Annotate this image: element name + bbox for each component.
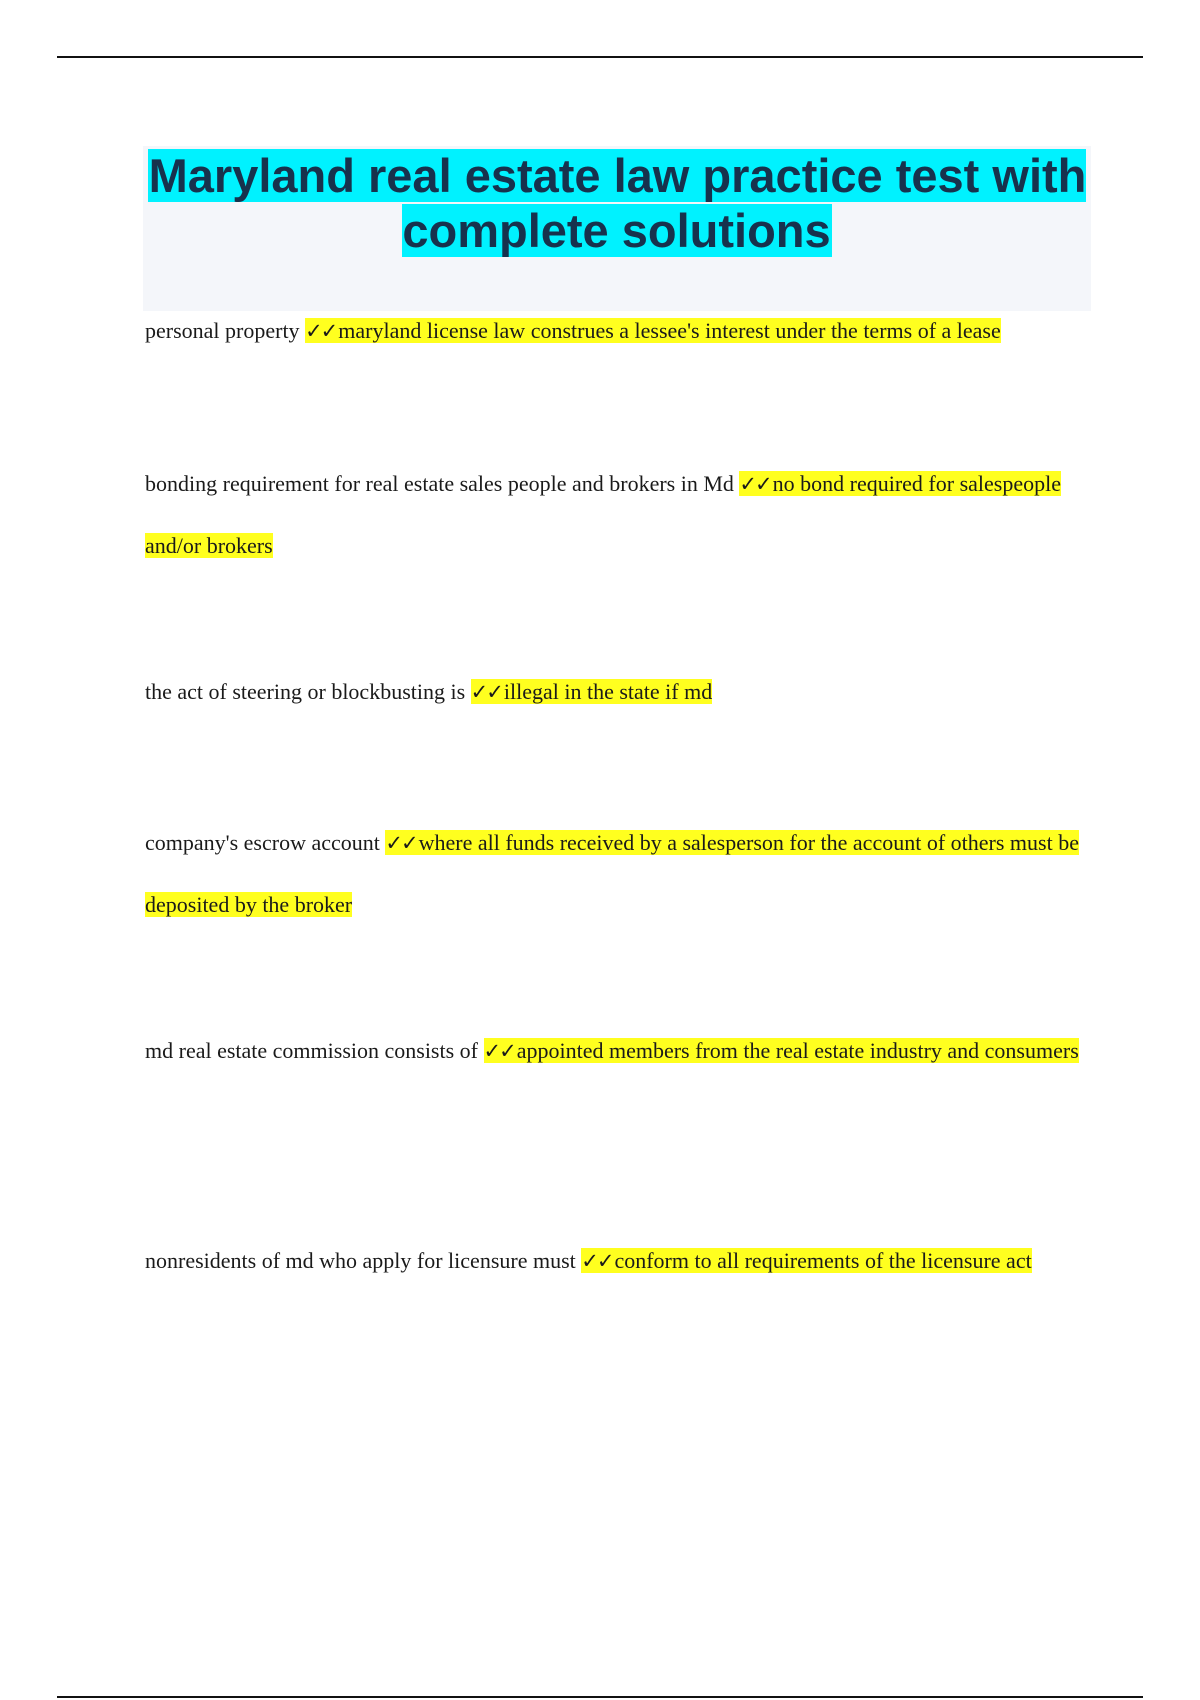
title-banner bbox=[143, 146, 1091, 311]
document-title bbox=[143, 146, 1091, 258]
double-check-icon: ✓✓ bbox=[385, 831, 417, 855]
qa-item-3 bbox=[145, 661, 1095, 723]
answer-text: where all funds received by a salesperson for the account of others must be deposited by the broker bbox=[145, 830, 1079, 917]
answer-text: illegal in the state if md bbox=[503, 679, 713, 704]
qa-item-4 bbox=[145, 812, 1095, 935]
question-text: personal property bbox=[145, 318, 300, 343]
question-text: the act of steering or blockbusting is bbox=[145, 679, 466, 704]
answer-text: no bond required for salespeople and/or brokers bbox=[145, 471, 1061, 558]
qa-item-6 bbox=[145, 1230, 1095, 1292]
double-check-icon: ✓✓ bbox=[581, 1249, 613, 1273]
answer-text: maryland license law construes a lessee's interest under the terms of a lease bbox=[338, 318, 1001, 343]
qa-item-1 bbox=[145, 300, 1095, 362]
answer-text: appointed members from the real estate industry and consumers bbox=[516, 1038, 1079, 1063]
qa-item-5 bbox=[145, 1020, 1095, 1082]
footer-rule bbox=[57, 1696, 1143, 1698]
answer-highlight bbox=[484, 1038, 1079, 1063]
double-check-icon: ✓✓ bbox=[470, 680, 502, 704]
double-check-icon: ✓✓ bbox=[739, 472, 771, 496]
double-check-icon: ✓✓ bbox=[483, 1039, 515, 1063]
answer-highlight bbox=[581, 1248, 1031, 1273]
answer-highlight bbox=[305, 318, 1001, 343]
question-text: nonresidents of md who apply for licensure must bbox=[145, 1248, 576, 1273]
header-rule bbox=[57, 56, 1143, 58]
answer-highlight bbox=[471, 679, 713, 704]
question-text: md real estate commission consists of bbox=[145, 1038, 478, 1063]
document-title-text: Maryland real estate law practice test with complete solutions bbox=[148, 149, 1087, 257]
question-text: bonding requirement for real estate sales people and brokers in Md bbox=[145, 471, 734, 496]
question-text: company's escrow account bbox=[145, 830, 380, 855]
answer-text: conform to all requirements of the licensure act bbox=[614, 1248, 1032, 1273]
qa-item-2 bbox=[145, 453, 1095, 576]
double-check-icon: ✓✓ bbox=[305, 319, 337, 343]
